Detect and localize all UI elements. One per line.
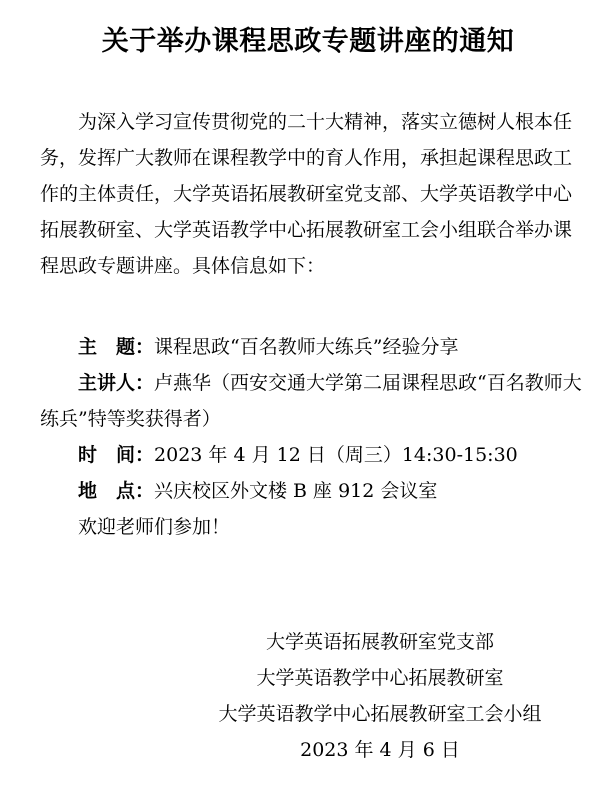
event-details bbox=[40, 329, 588, 545]
time-value: 2023 年 4 月 12 日（周三）14:30-15:30 bbox=[154, 444, 518, 466]
location-row bbox=[40, 473, 588, 509]
topic-label: 主 题： bbox=[78, 336, 155, 358]
signature-block bbox=[160, 624, 600, 768]
speaker-row bbox=[40, 365, 588, 437]
speaker-label: 主讲人： bbox=[78, 372, 155, 394]
time-label: 时 间： bbox=[78, 444, 155, 466]
signature-date: 2023 年 4 月 6 日 bbox=[300, 739, 460, 761]
topic-value: 课程思政“百名教师大练兵”经验分享 bbox=[154, 336, 459, 358]
speaker-value: 卢燕华（西安交通大学第二届课程思政“百名教师大练兵”特等奖获得者） bbox=[40, 372, 582, 430]
location-value: 兴庆校区外文楼 B 座 912 会议室 bbox=[154, 480, 438, 502]
time-row bbox=[40, 437, 588, 473]
signature-org-teaching-office: 大学英语教学中心拓展教研室 bbox=[256, 667, 504, 689]
notice-title: 关于举办课程思政专题讲座的通知 bbox=[101, 26, 515, 57]
signature-org-union-group: 大学英语教学中心拓展教研室工会小组 bbox=[218, 703, 542, 725]
closing-line: 欢迎老师们参加！ bbox=[78, 516, 231, 538]
location-label: 地 点： bbox=[78, 480, 155, 502]
signature-org-party-branch: 大学英语拓展教研室党支部 bbox=[265, 631, 494, 653]
intro-paragraph: 为深入学习宣传贯彻党的二十大精神，落实立德树人根本任务，发挥广大教师在课程教学中的育人作用，承担起课程思政工作的主体责任，大学英语拓展教研室党支部、大学英语教学中心拓展教研室、大学英语教学中心拓展教研室工会小组联合举办课程思政专题讲座。具体信息如下： bbox=[40, 111, 573, 277]
topic-row bbox=[40, 329, 588, 365]
